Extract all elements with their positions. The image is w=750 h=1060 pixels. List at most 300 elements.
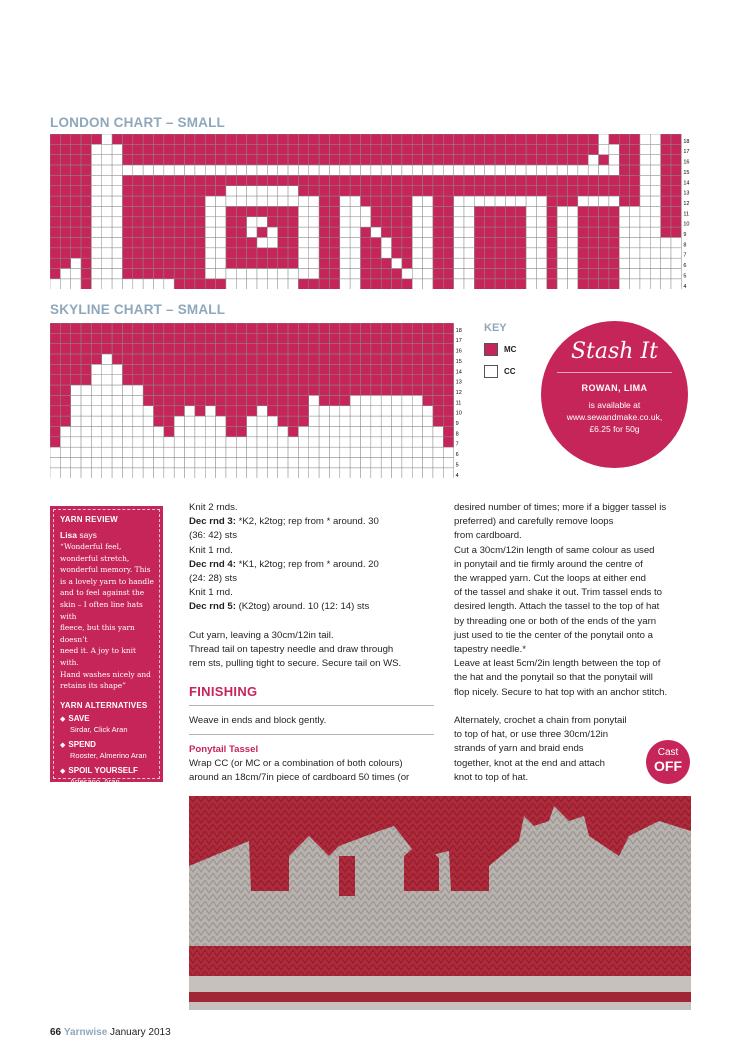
chart-cell — [216, 186, 226, 196]
chart-cell — [102, 344, 112, 354]
chart-cell — [216, 416, 226, 426]
chart-cell — [568, 186, 578, 196]
chart-cell — [226, 258, 236, 268]
chart-cell — [485, 227, 495, 237]
chart-cell — [267, 323, 277, 333]
chart-cell — [640, 206, 650, 216]
chart-cell — [154, 333, 164, 343]
chart-cell — [133, 165, 143, 175]
chart-cell — [81, 416, 91, 426]
chart-cell — [298, 364, 308, 374]
chart-cell — [433, 186, 443, 196]
chart-cell — [599, 144, 609, 154]
chart-cell — [350, 279, 360, 289]
chart-cell — [485, 217, 495, 227]
chart-cell — [298, 227, 308, 237]
chart-cell — [433, 258, 443, 268]
chart-cell — [474, 186, 484, 196]
chart-cell — [195, 248, 205, 258]
chart-cell — [350, 427, 360, 437]
chart-cell — [267, 447, 277, 457]
chart-cell — [267, 385, 277, 395]
chart-cell — [381, 333, 391, 343]
chart-cell — [340, 144, 350, 154]
chart-cell — [526, 155, 536, 165]
chart-cell — [91, 333, 101, 343]
chart-cell — [329, 416, 339, 426]
chart-cell — [112, 134, 122, 144]
chart-cell — [164, 186, 174, 196]
chart-cell — [402, 375, 412, 385]
chart-cell — [278, 279, 288, 289]
chart-cell — [226, 175, 236, 185]
chart-cell — [495, 269, 505, 279]
stash-url[interactable]: www.sewandmake.co.uk, — [566, 412, 663, 422]
chart-cell — [91, 447, 101, 457]
chart-cell — [133, 416, 143, 426]
chart-cell — [557, 175, 567, 185]
chart-cell — [226, 344, 236, 354]
chart-cell — [578, 186, 588, 196]
chart-cell — [205, 144, 215, 154]
chart-cell — [671, 196, 681, 206]
chart-cell — [60, 227, 70, 237]
chart-cell — [609, 134, 619, 144]
chart-cell — [671, 269, 681, 279]
key-item-mc — [484, 343, 516, 356]
chart-cell — [267, 248, 277, 258]
chart-cell — [195, 323, 205, 333]
chart-cell — [247, 217, 257, 227]
chart-cell — [340, 155, 350, 165]
stash-price: £6.25 for 50g — [589, 424, 640, 434]
chart-cell — [288, 206, 298, 216]
chart-cell — [329, 468, 339, 478]
chart-cell — [143, 134, 153, 144]
chart-cell — [557, 258, 567, 268]
chart-cell — [454, 186, 464, 196]
chart-cell — [319, 134, 329, 144]
chart-cell — [71, 468, 81, 478]
row-label: 6 — [683, 263, 687, 270]
chart-cell — [309, 354, 319, 364]
chart-cell — [60, 186, 70, 196]
chart-cell — [226, 238, 236, 248]
chart-cell — [381, 165, 391, 175]
chart-cell — [257, 175, 267, 185]
chart-cell — [619, 144, 629, 154]
chart-cell — [599, 165, 609, 175]
chart-cell — [329, 458, 339, 468]
chart-cell — [464, 227, 474, 237]
chart-cell — [392, 364, 402, 374]
chart-cell — [298, 323, 308, 333]
chart-cell — [329, 427, 339, 437]
chart-cell — [216, 144, 226, 154]
chart-cell — [81, 217, 91, 227]
chart-cell — [247, 186, 257, 196]
chart-cell — [329, 269, 339, 279]
chart-cell — [226, 447, 236, 457]
chart-cell — [485, 206, 495, 216]
row-label: 8 — [683, 242, 687, 249]
chart-cell — [143, 364, 153, 374]
chart-cell — [319, 333, 329, 343]
chart-cell — [50, 375, 60, 385]
chart-cell — [516, 248, 526, 258]
chart-cell — [298, 344, 308, 354]
chart-cell — [91, 406, 101, 416]
chart-cell — [257, 447, 267, 457]
chart-cell — [81, 206, 91, 216]
chart-cell — [288, 364, 298, 374]
chart-cell — [278, 375, 288, 385]
chart-cell — [319, 269, 329, 279]
chart-cell — [60, 458, 70, 468]
chart-cell — [257, 258, 267, 268]
chart-cell — [433, 144, 443, 154]
chart-cell — [381, 238, 391, 248]
chart-cell — [164, 364, 174, 374]
chart-cell — [361, 196, 371, 206]
chart-cell — [154, 227, 164, 237]
chart-cell — [216, 468, 226, 478]
chart-cell — [547, 238, 557, 248]
chart-cell — [60, 427, 70, 437]
chart-cell — [226, 364, 236, 374]
finishing-weave: Weave in ends and block gently. — [189, 715, 327, 726]
chart-cell — [267, 227, 277, 237]
chart-cell — [340, 186, 350, 196]
chart-cell — [423, 227, 433, 237]
chart-cell — [133, 155, 143, 165]
chart-cell — [402, 427, 412, 437]
chart-cell — [257, 458, 267, 468]
chart-cell — [361, 155, 371, 165]
chart-cell — [392, 416, 402, 426]
chart-cell — [423, 406, 433, 416]
chart-cell — [495, 238, 505, 248]
chart-cell — [361, 375, 371, 385]
chart-cell — [298, 416, 308, 426]
chart-cell — [71, 196, 81, 206]
chart-cell — [102, 196, 112, 206]
chart-cell — [257, 155, 267, 165]
chart-cell — [298, 206, 308, 216]
reviewer-says: says — [79, 530, 97, 540]
chart-cell — [133, 354, 143, 364]
chart-cell — [257, 134, 267, 144]
chart-cell — [454, 144, 464, 154]
chart-cell — [122, 248, 132, 258]
chart-cell — [185, 134, 195, 144]
chart-cell — [485, 165, 495, 175]
chart-cell — [205, 258, 215, 268]
chart-cell — [174, 458, 184, 468]
chart-cell — [267, 258, 277, 268]
chart-cell — [402, 175, 412, 185]
chart-cell — [340, 375, 350, 385]
chart-cell — [133, 323, 143, 333]
chart-cell — [392, 354, 402, 364]
chart-cell — [381, 258, 391, 268]
chart-cell — [443, 196, 453, 206]
chart-cell — [216, 175, 226, 185]
chart-cell — [371, 437, 381, 447]
chart-cell — [412, 364, 422, 374]
chart-cell — [205, 416, 215, 426]
chart-cell — [60, 447, 70, 457]
chart-cell — [226, 375, 236, 385]
chart-cell — [216, 385, 226, 395]
chart-cell — [309, 144, 319, 154]
chart-cell — [402, 269, 412, 279]
chart-cell — [226, 354, 236, 364]
chart-cell — [361, 427, 371, 437]
chart-cell — [433, 206, 443, 216]
chart-cell — [216, 333, 226, 343]
chart-cell — [81, 134, 91, 144]
chart-cell — [516, 217, 526, 227]
chart-cell — [309, 385, 319, 395]
chart-cell — [81, 144, 91, 154]
chart-cell — [443, 134, 453, 144]
chart-cell — [278, 323, 288, 333]
chart-cell — [205, 406, 215, 416]
chart-cell — [298, 447, 308, 457]
chart-cell — [154, 186, 164, 196]
chart-cell — [91, 437, 101, 447]
chart-cell — [350, 196, 360, 206]
row-label: 13 — [683, 190, 690, 197]
chart-cell — [547, 134, 557, 144]
chart-cell — [578, 196, 588, 206]
chart-cell — [319, 364, 329, 374]
chart-cell — [216, 395, 226, 405]
chart-cell — [599, 248, 609, 258]
chart-cell — [226, 248, 236, 258]
chart-cell — [133, 258, 143, 268]
chart-cell — [60, 344, 70, 354]
chart-cell — [619, 175, 629, 185]
chart-cell — [267, 375, 277, 385]
chart-cell — [257, 427, 267, 437]
chart-cell — [361, 406, 371, 416]
chart-cell — [247, 227, 257, 237]
chart-cell — [547, 269, 557, 279]
chart-cell — [536, 155, 546, 165]
chart-cell — [423, 458, 433, 468]
chart-cell — [392, 323, 402, 333]
chart-cell — [557, 155, 567, 165]
chart-cell — [536, 165, 546, 175]
chart-cell — [671, 144, 681, 154]
page-number: 66 — [50, 1027, 62, 1038]
chart-cell — [205, 227, 215, 237]
chart-cell — [288, 134, 298, 144]
chart-cell — [381, 395, 391, 405]
chart-cell — [236, 395, 246, 405]
chart-cell — [71, 279, 81, 289]
chart-cell — [412, 269, 422, 279]
chart-cell — [402, 447, 412, 457]
chart-cell — [236, 279, 246, 289]
chart-cell — [381, 427, 391, 437]
chart-cell — [81, 155, 91, 165]
chart-cell — [402, 134, 412, 144]
row-label: 10 — [455, 410, 462, 417]
row-label: 7 — [683, 252, 687, 259]
chart-cell — [226, 144, 236, 154]
knitted-hat-illustration — [189, 796, 691, 1010]
chart-cell — [495, 155, 505, 165]
chart-cell — [216, 323, 226, 333]
chart-cell — [412, 238, 422, 248]
chart-cell — [309, 279, 319, 289]
chart-cell — [485, 144, 495, 154]
chart-cell — [568, 206, 578, 216]
stash-brand: ROWAN, LIMA — [581, 383, 648, 393]
chart-cell — [205, 333, 215, 343]
chart-cell — [288, 155, 298, 165]
chart-cell — [578, 217, 588, 227]
chart-cell — [505, 186, 515, 196]
chart-cell — [599, 206, 609, 216]
chart-cell — [516, 186, 526, 196]
chart-cell — [257, 395, 267, 405]
chart-cell — [412, 165, 422, 175]
chart-cell — [329, 217, 339, 227]
chart-cell — [340, 269, 350, 279]
chart-cell — [526, 217, 536, 227]
chart-cell — [91, 468, 101, 478]
chart-cell — [661, 248, 671, 258]
chart-cell — [505, 155, 515, 165]
chart-cell — [505, 175, 515, 185]
chart-cell — [143, 458, 153, 468]
chart-cell — [485, 196, 495, 206]
chart-cell — [516, 279, 526, 289]
chart-cell — [205, 186, 215, 196]
chart-cell — [143, 217, 153, 227]
chart-cell — [661, 134, 671, 144]
chart-cell — [309, 468, 319, 478]
chart-cell — [329, 406, 339, 416]
chart-cell — [309, 333, 319, 343]
chart-cell — [112, 238, 122, 248]
chart-cell — [474, 144, 484, 154]
chart-cell — [495, 134, 505, 144]
chart-cell — [671, 134, 681, 144]
row-label: 17 — [683, 149, 690, 156]
chart-cell — [329, 238, 339, 248]
chart-cell — [236, 269, 246, 279]
alternate-chain-instructions: Alternately, crochet a chain from ponytail to top of hat, or use three 30cm/12in strands of yarn and braid ends together, knot at the end and attach knot to top of hat. — [454, 715, 627, 783]
chart-cell — [609, 269, 619, 279]
pattern-line: Knit 1 rnd. — [189, 544, 233, 556]
chart-cell — [309, 375, 319, 385]
chart-cell — [361, 175, 371, 185]
chart-cell — [433, 427, 443, 437]
chart-cell — [174, 206, 184, 216]
chart-cell — [329, 323, 339, 333]
chart-cell — [412, 175, 422, 185]
chart-cell — [454, 238, 464, 248]
chart-cell — [309, 155, 319, 165]
chart-cell — [392, 375, 402, 385]
chart-cell — [164, 206, 174, 216]
chart-cell — [350, 227, 360, 237]
row-label: 4 — [683, 283, 687, 289]
chart-cell — [630, 217, 640, 227]
chart-cell — [371, 144, 381, 154]
chart-cell — [433, 375, 443, 385]
chart-cell — [526, 134, 536, 144]
chart-cell — [568, 227, 578, 237]
chart-cell — [640, 227, 650, 237]
chart-cell — [474, 134, 484, 144]
chart-cell — [185, 165, 195, 175]
chart-cell — [505, 279, 515, 289]
chart-cell — [112, 258, 122, 268]
chart-cell — [650, 227, 660, 237]
chart-cell — [81, 375, 91, 385]
chart-cell — [650, 217, 660, 227]
chart-cell — [154, 323, 164, 333]
chart-cell — [361, 269, 371, 279]
chart-cell — [578, 175, 588, 185]
chart-cell — [60, 354, 70, 364]
chart-cell — [112, 165, 122, 175]
chart-cell — [443, 375, 453, 385]
chart-cell — [247, 165, 257, 175]
chart-cell — [50, 395, 60, 405]
chart-cell — [474, 206, 484, 216]
chart-cell — [278, 333, 288, 343]
chart-cell — [557, 217, 567, 227]
chart-cell — [133, 144, 143, 154]
chart-cell — [91, 279, 101, 289]
chart-cell — [122, 217, 132, 227]
chart-cell — [630, 134, 640, 144]
row-label: 18 — [683, 138, 690, 145]
chart-cell — [402, 458, 412, 468]
chart-cell — [164, 427, 174, 437]
chart-cell — [71, 364, 81, 374]
chart-cell — [226, 437, 236, 447]
chart-cell — [143, 227, 153, 237]
chart-cell — [381, 354, 391, 364]
chart-cell — [464, 206, 474, 216]
chart-cell — [340, 447, 350, 457]
chart-cell — [278, 468, 288, 478]
chart-cell — [298, 248, 308, 258]
chart-cell — [661, 279, 671, 289]
chart-cell — [216, 279, 226, 289]
chart-cell — [288, 248, 298, 258]
chart-cell — [547, 206, 557, 216]
chart-cell — [154, 238, 164, 248]
chart-cell — [154, 248, 164, 258]
chart-cell — [236, 468, 246, 478]
chart-cell — [102, 427, 112, 437]
chart-cell — [195, 144, 205, 154]
chart-cell — [60, 468, 70, 478]
chart-cell — [71, 238, 81, 248]
chart-cell — [464, 144, 474, 154]
chart-cell — [226, 468, 236, 478]
chart-cell — [81, 279, 91, 289]
